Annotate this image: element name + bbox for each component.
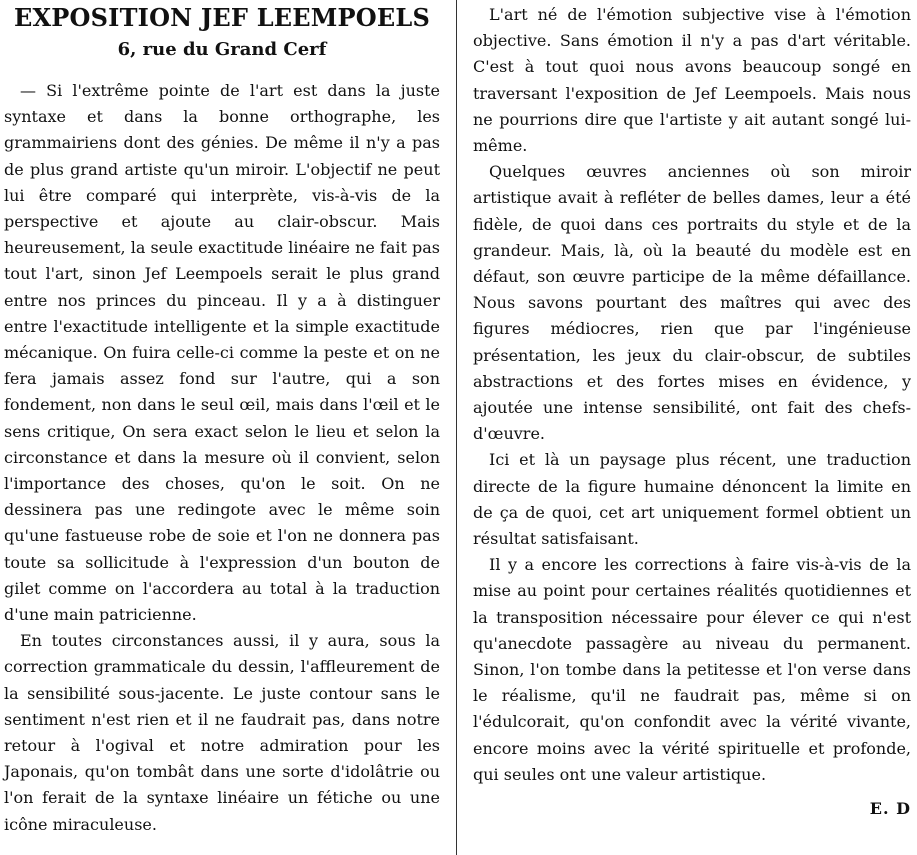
paragraph: En toutes circonstances aussi, il y aura, sous la correction grammaticale du dessin, l'affleurement de la sensibilité sous-jacente. Le juste contour sans le sentiment n'est rien et il ne faudrait pas, dans notre retour à l'ogival et notre admiration pour les Japonais, qu'on tombât dans une sorte d'idolâtrie ou l'on ferait de la syntaxe linéaire un fétiche ou une icône miraculeuse.: [4, 631, 440, 834]
paragraph: Il y a encore les corrections à faire vis-à-vis de la mise au point pour certaines réalités quotidiennes et la transposition nécessaire pour élever ce qui n'est qu'anecdote passagère au niveau du permanent. Sinon, l'on tombe dans la petitesse et l'on verse dans le réalisme, qu'il ne faudrait pas, même si on l'édulcorait, qu'on confondit avec la vérité vivante, encore moins avec la vérité spirituelle et profonde, qui seules ont une valeur artistique.: [473, 555, 911, 784]
author-signature: E. D: [869, 799, 911, 819]
paragraph: Quelques œuvres anciennes où son miroir artistique avait à refléter de belles dames, leur a été fidèle, de quoi dans ces portraits du style et de la grandeur. Mais, là, où la beauté du modèle est en défaut, son œuvre participe de la même défaillance. Nous savons pourtant des maîtres qui avec des figures médiocres, rien que par l'ingénieuse présentation, les jeux du clair-obscur, de subtiles abstractions et des fortes mises en évidence, y ajoutée une intense sensibilité, ont fait des chefs-d'œuvre.: [473, 162, 911, 444]
left-column: [4, 0, 440, 838]
paragraph: Ici et là un paysage plus récent, une traduction directe de la figure humaine dénoncent la limite en de ça de quoi, cet art uniquement formel obtient un résultat satisfaisant.: [473, 450, 911, 549]
right-column: [473, 0, 911, 822]
paragraph: — Si l'extrême pointe de l'art est dans la juste syntaxe et dans la bonne orthographe, les grammairiens dont des génies. De même il n'y a pas de plus grand artiste qu'un miroir. L'objectif ne peut lui être comparé qui interprète, vis-à-vis de la perspective et ajoute au clair-obscur. Mais heureusement, la seule exactitude linéaire ne fait pas tout l'art, sinon Jef Leempoels serait le plus grand entre nos princes du pinceau. Il y a à distinguer entre l'exactitude intelligente et la simple exactitude mécanique. On fuira celle-ci comme la peste et on ne fera jamais assez fond sur l'autre, qui a son fondement, non dans le seul œil, mais dans l'œil et le sens critique, On sera exact selon le lieu et selon la circonstance et dans la mesure où il convient, selon l'importance des choses, qu'on le soit. On ne dessinera pas une redingote avec le même soin qu'une fastueuse robe de soie et l'on ne donnera pas toute sa sollicitude à l'expression d'un bouton de gilet comme on l'accordera au total à la traduction d'une main patricienne.: [4, 81, 441, 625]
article-address: 6, rue du Grand Cerf: [117, 39, 327, 60]
column-divider: [456, 0, 457, 855]
article-title: EXPOSITION JEF LEEMPOELS: [13, 3, 431, 32]
paragraph: L'art né de l'émotion subjective vise à l'émotion objective. Sans émotion il n'y a pas d'art véritable. C'est à tout quoi nous avons beaucoup songé en traversant l'exposition de Jef Leempoels. Mais nous ne pourrions dire que l'artiste y ait autant songé lui-même.: [473, 5, 911, 156]
